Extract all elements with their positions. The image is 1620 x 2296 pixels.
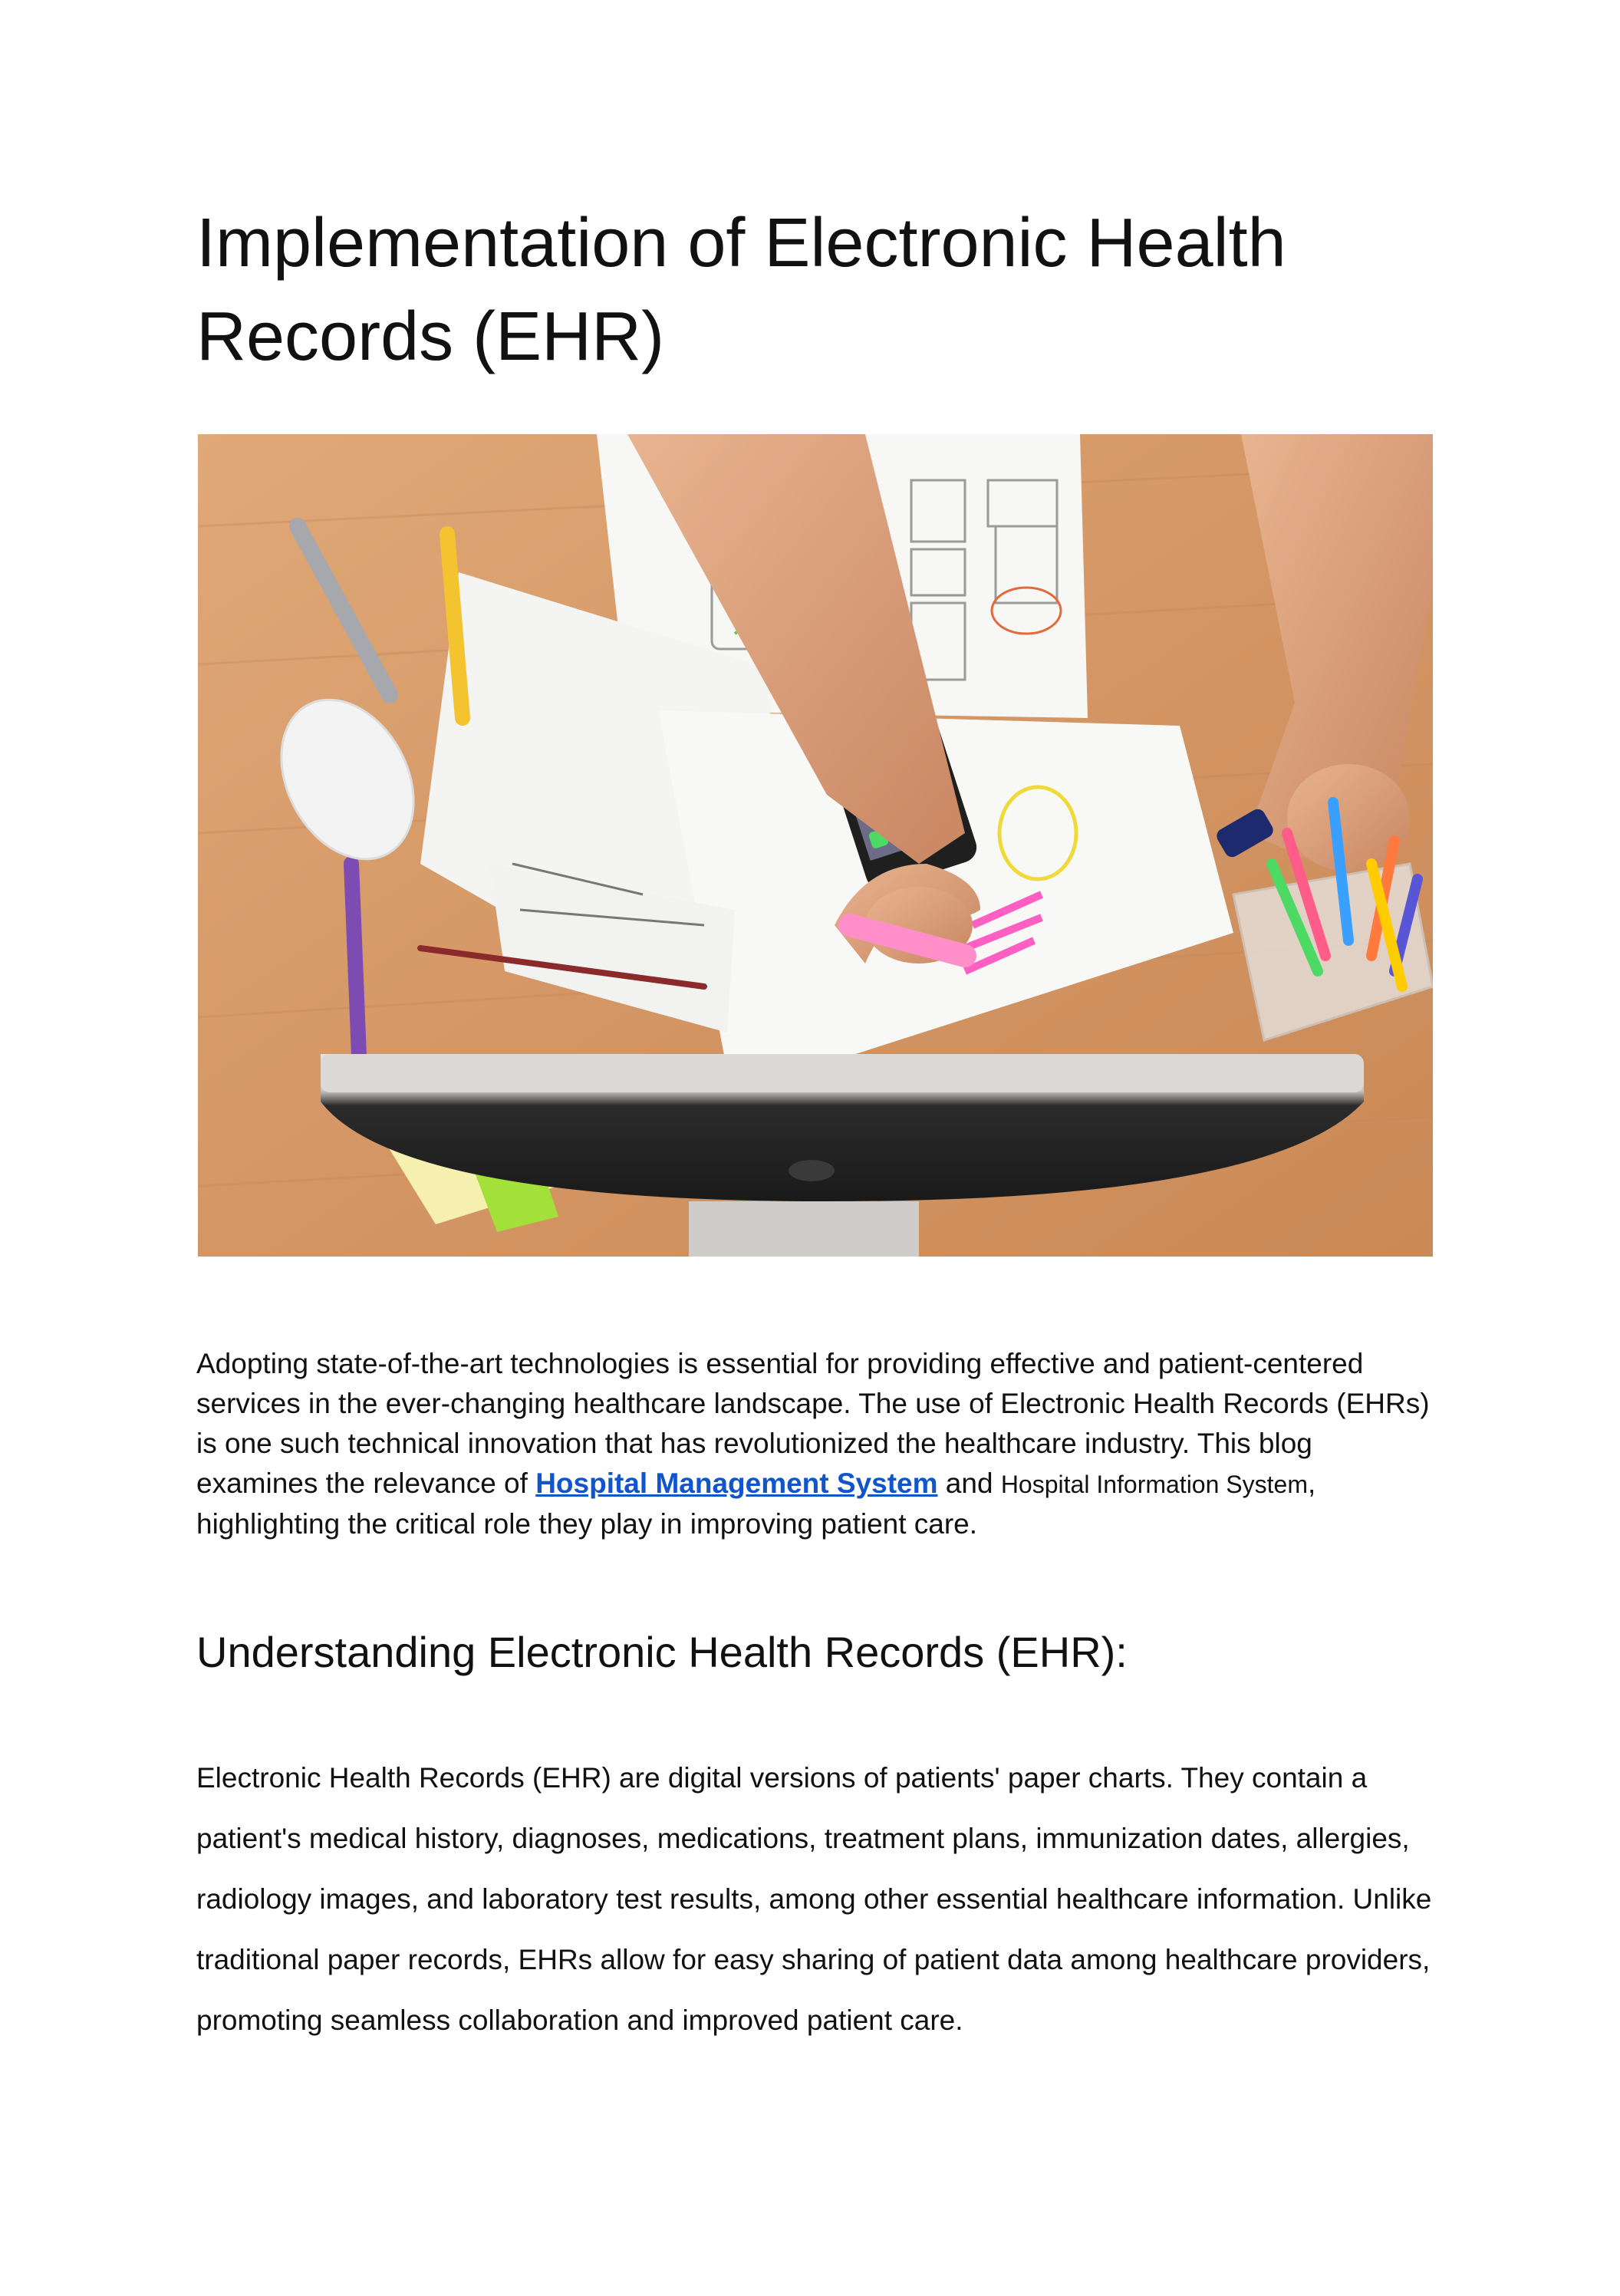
intro-text-after-link: and xyxy=(937,1468,1001,1499)
hospital-information-system-text: Hospital Information System xyxy=(1000,1471,1308,1498)
intro-text-end: , highlighting the critical role they play in improving patient care. xyxy=(196,1468,1316,1540)
purple-pen xyxy=(351,864,359,1056)
page-title: Implementation of Electronic Health Records (EHR) xyxy=(196,205,1286,375)
hospital-management-system-link[interactable]: Hospital Management System xyxy=(535,1468,938,1499)
intro-text-before-link: Adopting state-of-the-art technologies is essential for providing effective and patient-centered services in the ever-changing healthcare landscape. The use of Electronic Health Records (EHRs) is one such technical innovation that has revolutionized the healthcare industry. This blog examines the relevance of xyxy=(196,1348,1430,1499)
hero-image xyxy=(198,434,1433,1257)
section-body: Electronic Health Records (EHR) are digital versions of patients' paper charts. They contain a patient's medical history, diagnoses, medications, treatment plans, immunization dates, allergies, radiology images, and laboratory test results, among other essential healthcare information. Unlike traditional paper records, EHRs allow for easy sharing of patient data among healthcare providers, promoting seamless collaboration and improved patient care. xyxy=(196,1762,1432,2036)
desk-workspace-image xyxy=(198,434,1433,1257)
intro-paragraph xyxy=(196,1344,1439,1544)
section-heading: Understanding Electronic Health Records (EHR): xyxy=(196,1628,1128,1676)
